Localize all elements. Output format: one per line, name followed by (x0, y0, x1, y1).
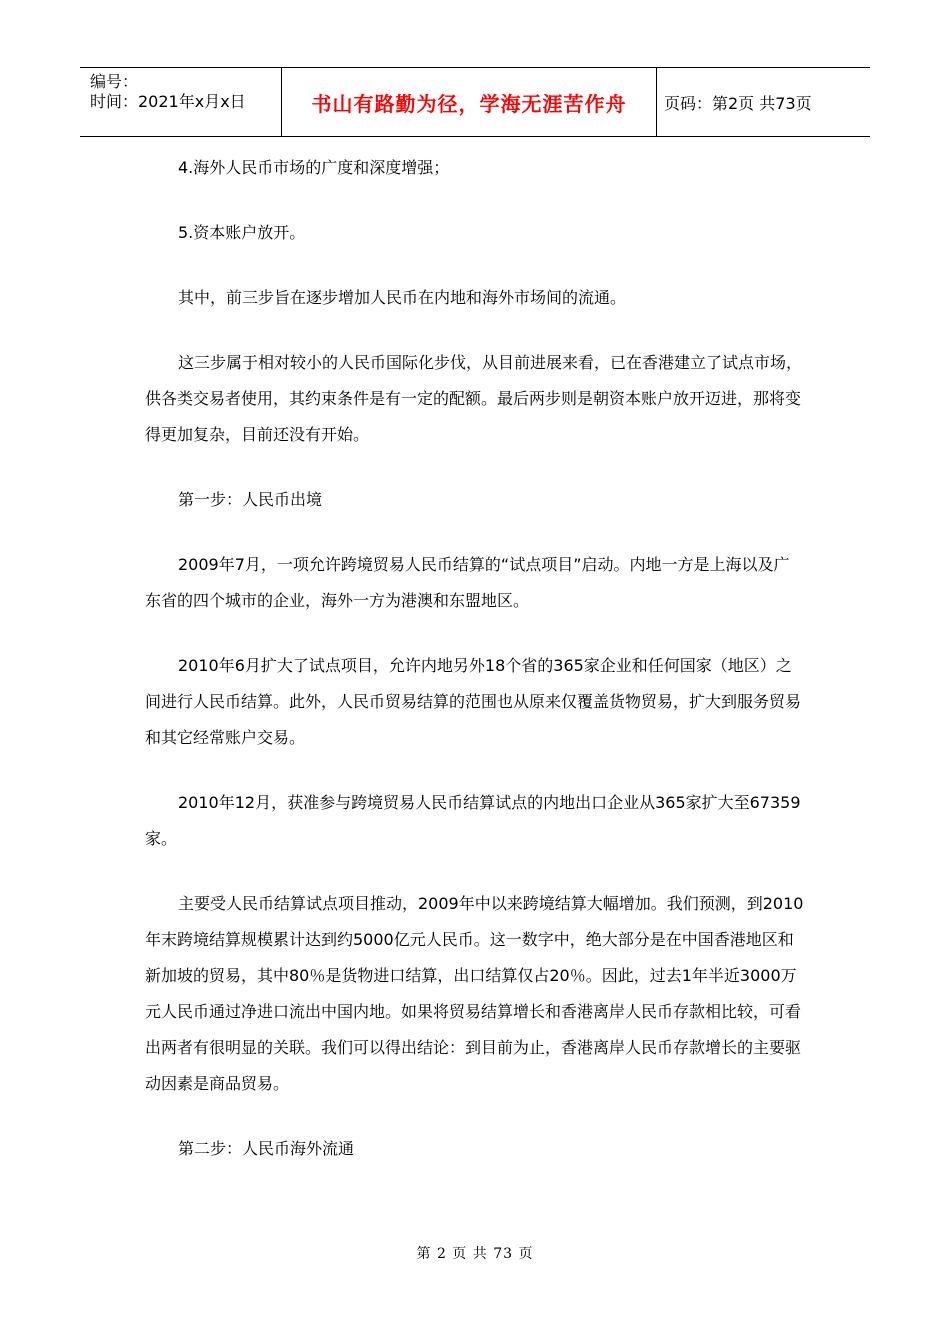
section-heading-step-2: 第二步：人民币海外流通 (178, 1139, 355, 1158)
body-paragraph: 2010年6月扩大了试点项目，允许内地另外18个省的365家企业和任何国家（地区）之间进行人民币结算。此外，人民币贸易结算的范围也从原来仅覆盖货物贸易，扩大到服务贸易和其它经常账户交易。 (145, 656, 802, 747)
list-item-step-4: 4.海外人民币市场的广度和深度增强； (178, 158, 450, 177)
body-paragraph: 2010年12月，获准参与跨境贸易人民币结算试点的内地出口企业从365家扩大至67359家。 (145, 793, 801, 848)
body-paragraph: 2009年7月，一项允许跨境贸易人民币结算的“试点项目”启动。内地一方是上海以及广东省的四个城市的企业，海外一方为港澳和东盟地区。 (145, 555, 790, 610)
section-heading-step-1: 第一步：人民币出境 (178, 490, 323, 509)
header-motto: 书山有路勤为径，学海无涯苦作舟 (311, 91, 627, 116)
document-body (145, 150, 805, 1196)
document-code-label: 编号： (90, 72, 139, 91)
body-paragraph: 这三步属于相对较小的人民币国际化步伐，从目前进展来看，已在香港建立了试点市场，供各类交易者使用，其约束条件是有一定的配额。最后两步则是朝资本账户放开迈进，那将变得更加复杂，目前还没有开始。 (145, 353, 803, 444)
header-divider (656, 68, 657, 136)
header-meta (80, 68, 280, 136)
page-footer: 第 2 页 共 73 页 (416, 1246, 534, 1262)
body-paragraph: 其中，前三步旨在逐步增加人民币在内地和海外市场间的流通。 (178, 288, 627, 307)
document-time-label: 时间：2021年x月x日 (90, 92, 246, 111)
page-header (80, 67, 870, 137)
header-page-info: 页码：第2页 共73页 (664, 93, 812, 113)
list-item-step-5: 5.资本账户放开。 (178, 223, 306, 242)
body-paragraph: 主要受人民币结算试点项目推动，2009年中以来跨境结算大幅增加。我们预测，到2010年末跨境结算规模累计达到约5000亿元人民币。这一数字中，绝大部分是在中国香港地区和新加坡的贸易，其中80％是货物进口结算，出口结算仅占20％。因此，过去1年半近3000万元人民币通过净进口流出中国内地。如果将贸易结算增长和香港离岸人民币存款相比较，可看出两者有很明显的关联。我们可以得出结论：到目前为止，香港离岸人民币存款增长的主要驱动因素是商品贸易。 (145, 894, 804, 1093)
